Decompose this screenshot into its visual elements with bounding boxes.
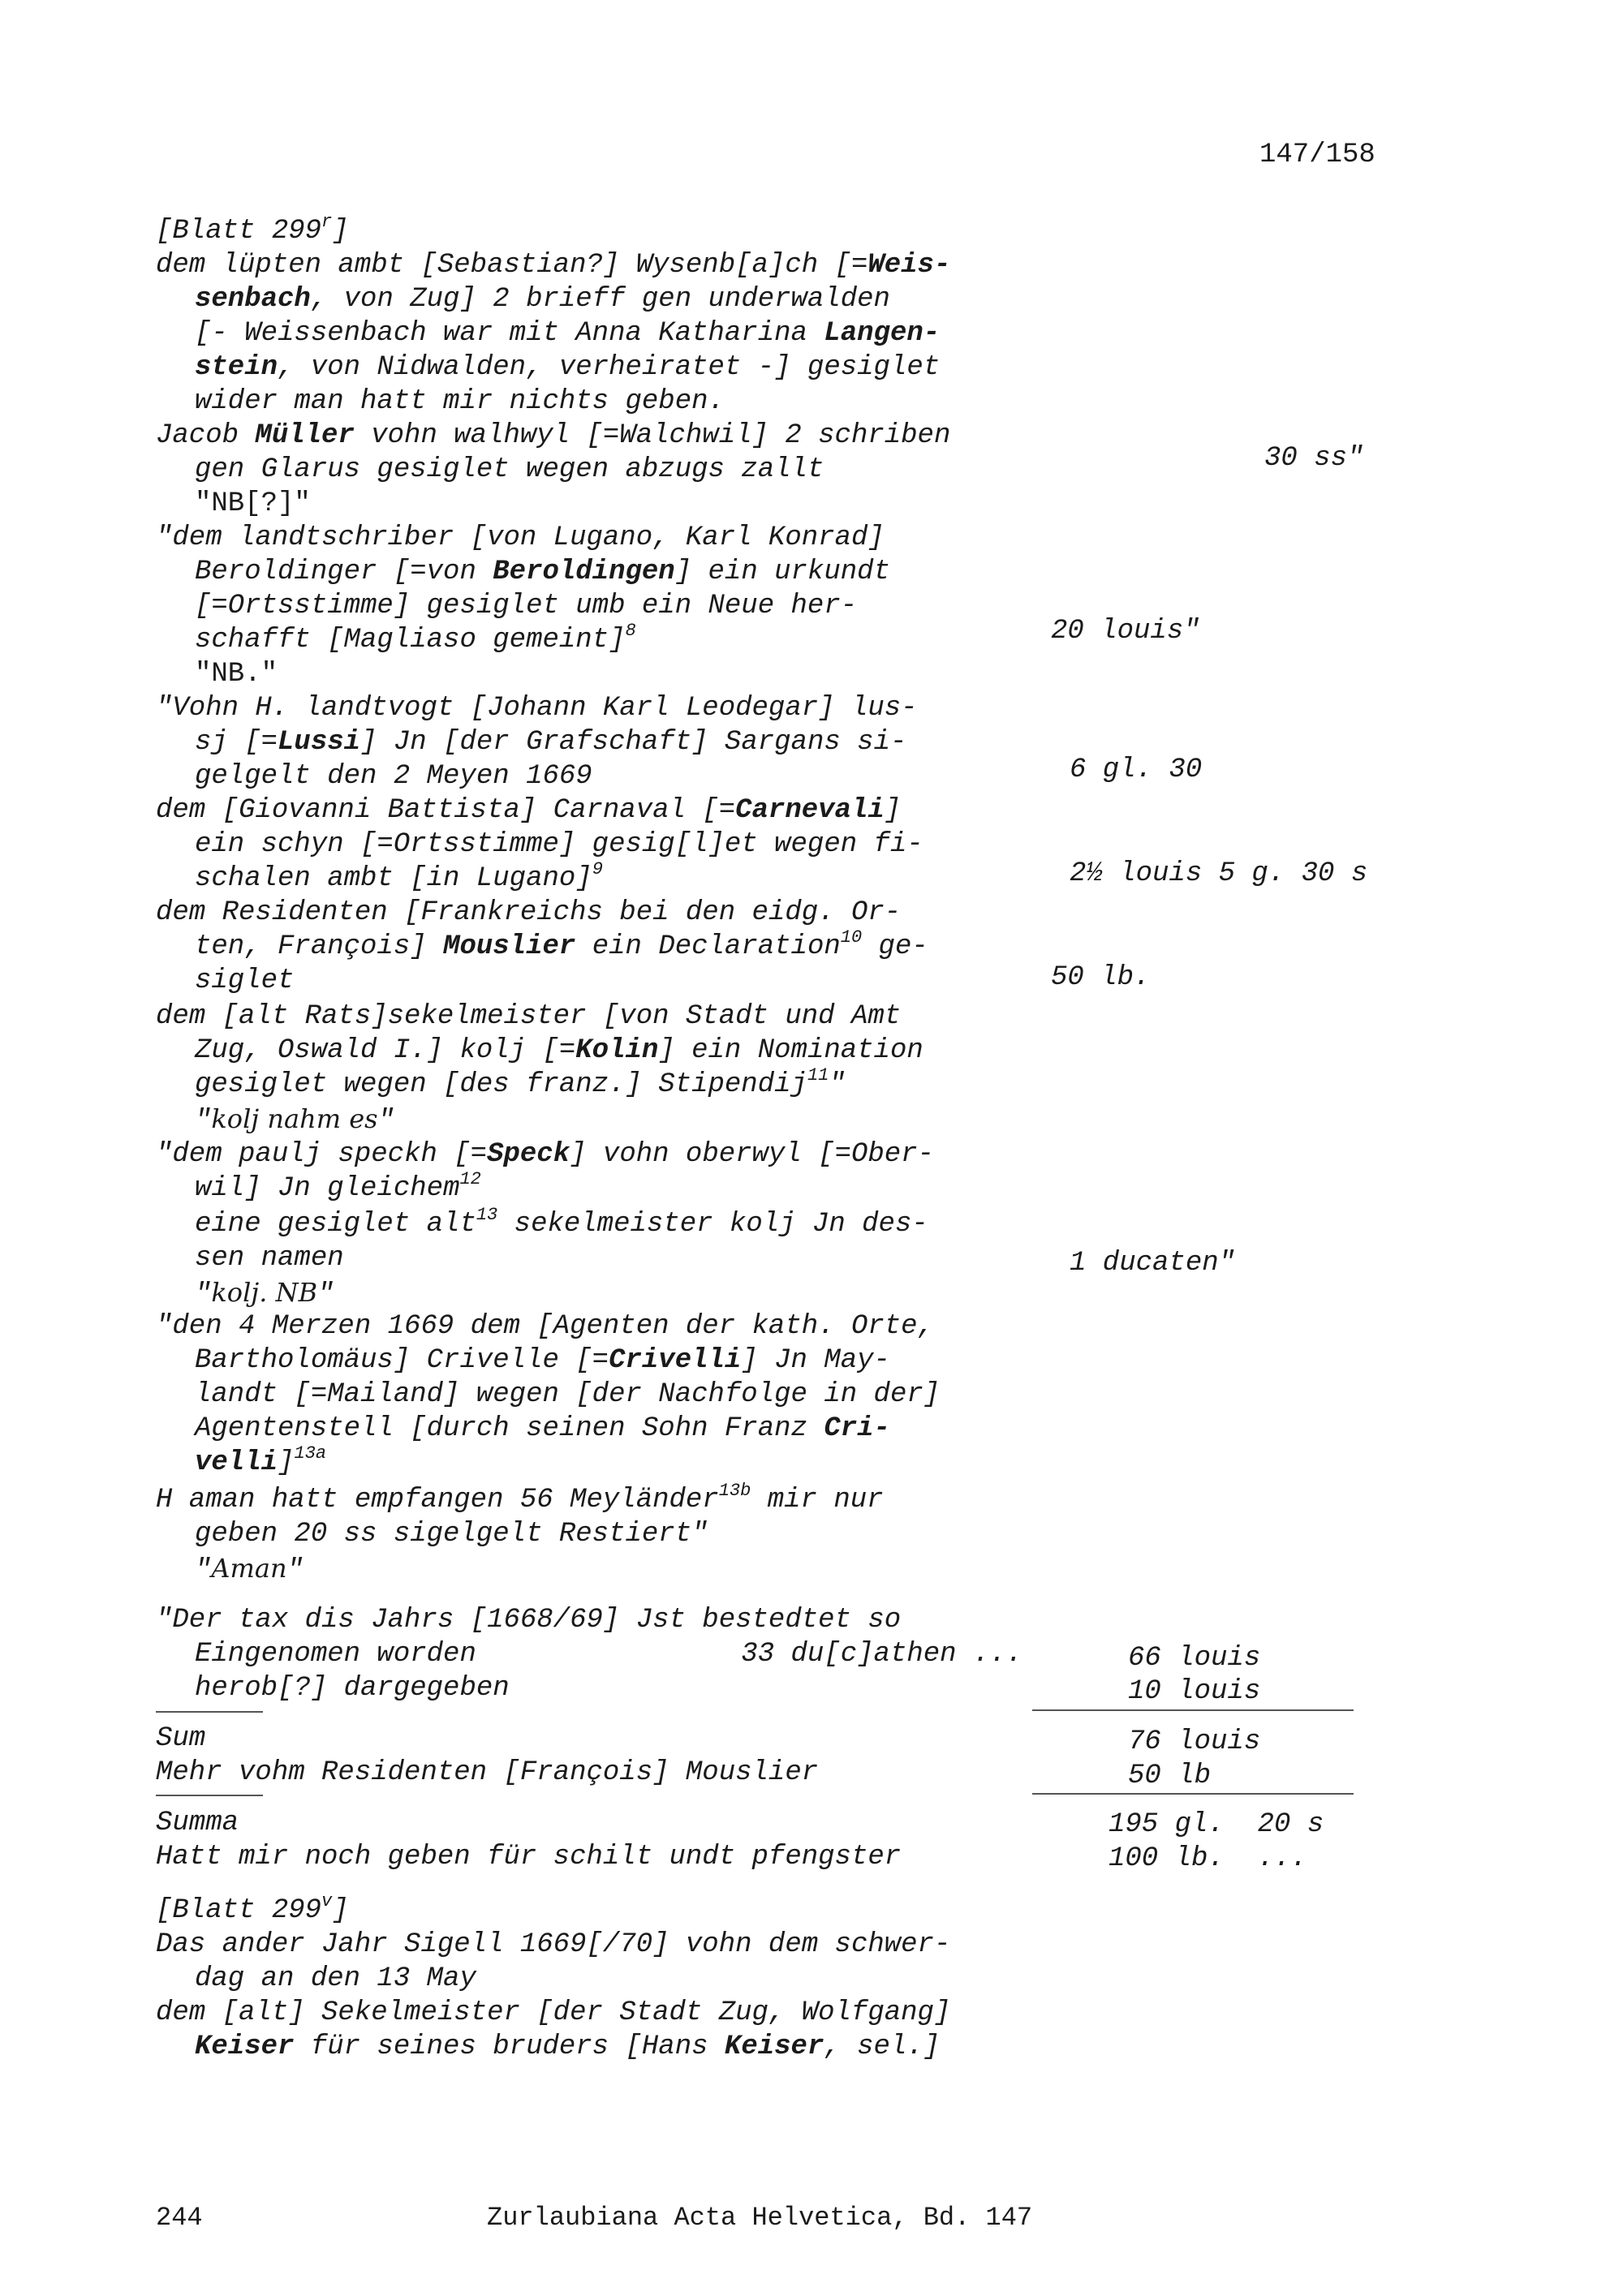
amount: 20 louis" [1051, 616, 1200, 647]
text-line [156, 1483, 884, 1517]
bold-name: Keiser [195, 2032, 295, 2062]
text-line [156, 521, 885, 555]
text-line [195, 725, 906, 759]
text-line [156, 1806, 239, 1840]
text-run: dem [Giovanni Battista] Carnaval [= [156, 795, 736, 826]
bold-name: Crivelli [609, 1345, 742, 1376]
text-line [195, 657, 278, 691]
sum-rule-short [156, 1795, 263, 1796]
text-run: [Blatt 299 [156, 216, 322, 247]
amount: 2½ louis 5 g. 30 s [1070, 858, 1368, 889]
text-run: , von Zug] 2 brieff gen underwalden [310, 284, 890, 315]
text-line [195, 759, 592, 793]
text-line [195, 1443, 327, 1480]
sum-rule [1032, 1709, 1354, 1711]
text-line [195, 282, 890, 316]
text-line [195, 964, 294, 998]
text-line [195, 1241, 344, 1275]
text-line [195, 1412, 890, 1446]
text-line [195, 1169, 481, 1206]
text-line [156, 691, 918, 725]
footnote-marker: v [321, 1891, 333, 1911]
text-run: eine gesiglet alt [195, 1209, 476, 1240]
text-run: Sum [156, 1723, 206, 1754]
bold-name: senbach [195, 284, 311, 315]
text-line [195, 1065, 846, 1102]
text-line [195, 1551, 304, 1588]
text-run: " [377, 1106, 394, 1137]
text-run: " [195, 1106, 212, 1137]
text-line [156, 1309, 934, 1344]
handwritten-note: Aman [211, 1553, 287, 1584]
footnote-marker: 11 [807, 1065, 829, 1086]
text-line [195, 1034, 923, 1068]
text-run: [=Ortsstimme] gesiglet umb ein Neue her- [195, 591, 858, 621]
text-run: dem [alt] Sekelmeister [der Stadt Zug, Wolfgang] [156, 1997, 951, 2028]
text-run: gelgelt den 2 Meyen 1669 [195, 761, 592, 792]
amount: 76 louis [1128, 1726, 1261, 1757]
text-run: , von Nidwalden, verheiratet -] gesiglet [278, 352, 941, 383]
amount: 1 ducaten" [1070, 1248, 1236, 1279]
text-run: ein Declaration [575, 931, 841, 962]
bold-name: Cri- [824, 1413, 890, 1444]
text-run: dem lüpten ambt [Sebastian?] Wysenb[a]ch [= [156, 250, 868, 281]
text-run: landt [=Mailand] wegen [der Nachfolge in der] [195, 1379, 941, 1410]
text-line [195, 589, 857, 623]
footnote-marker: 13b [718, 1481, 751, 1501]
footnote-marker: 9 [592, 859, 603, 879]
text-run: "Vohn H. landtvogt [Johann Karl Leodegar] lus- [156, 693, 918, 724]
bold-name: Langen- [824, 318, 941, 349]
text-run: ] vohn oberwyl [=Ober- [570, 1139, 934, 1170]
text-line [195, 828, 923, 862]
text-line [156, 214, 349, 248]
footnote-marker: 13 [476, 1205, 498, 1225]
text-line [156, 248, 950, 282]
amount: 50 lb. [1051, 962, 1151, 993]
text-line [195, 1517, 708, 1551]
text-run: schalen ambt [in Lugano] [195, 863, 592, 894]
nb-note: "NB." [195, 659, 278, 690]
text-run: sj [= [195, 727, 278, 758]
text-run: [Blatt 299 [156, 1895, 322, 1926]
bold-name: velli [195, 1447, 278, 1478]
text-run: dag an den 13 May [195, 1963, 476, 1994]
text-line [156, 1000, 901, 1034]
text-line [156, 1891, 349, 1928]
text-run: ge- [862, 931, 928, 962]
text-run: Eingenomen worden 33 du[c]athen ... [195, 1639, 1023, 1670]
text-line [156, 793, 901, 828]
text-run: ] [332, 1895, 349, 1926]
bold-name: Keiser [724, 2032, 824, 2062]
text-run: Bartholomäus] Crivelle [= [195, 1345, 609, 1376]
text-run: ] ein Nomination [658, 1035, 923, 1066]
text-run: Mehr vohm Residenten [François] Mouslier [156, 1757, 819, 1788]
text-run: für seines bruders [Hans [294, 2032, 725, 2062]
amount: 66 louis [1128, 1643, 1261, 1674]
amount: 100 lb. ... [1109, 1843, 1307, 1874]
text-run: mir nur [751, 1485, 884, 1516]
text-run: Das ander Jahr Sigell 1669[/70] vohn dem schwer- [156, 1929, 951, 1960]
text-line [156, 419, 950, 453]
text-run: wil] Jn gleichem [195, 1173, 460, 1204]
text-line [195, 1102, 394, 1138]
text-line [156, 1756, 818, 1790]
text-line [195, 1637, 1022, 1671]
text-run: Summa [156, 1808, 239, 1838]
text-run: " [317, 1279, 334, 1310]
text-run: ] [278, 1447, 295, 1478]
text-run: sen namen [195, 1243, 344, 1274]
text-run: schafft [Magliaso gemeint] [195, 625, 626, 656]
text-run: herob[?] dargegeben [195, 1673, 510, 1704]
text-line [195, 1378, 940, 1412]
text-run: ] ein urkundt [674, 557, 890, 587]
text-run: siglet [195, 965, 295, 996]
bold-name: Carnevali [735, 795, 885, 826]
text-run: wider man hatt mir nichts geben. [195, 386, 725, 417]
text-run: "dem landtschriber [von Lugano, Karl Konrad] [156, 522, 885, 553]
handwritten-note: kolj nahm es [211, 1103, 378, 1134]
text-line [195, 350, 940, 385]
text-run: " [195, 1279, 212, 1310]
text-run: ] Jn [der Grafschaft] Sargans si- [360, 727, 907, 758]
text-line [156, 1840, 901, 1874]
text-line [195, 316, 940, 350]
text-run: Jacob [156, 420, 256, 451]
bold-name: Mouslier [443, 931, 576, 962]
text-line [156, 1928, 950, 1962]
page-counter: 147/158 [1259, 140, 1375, 170]
text-run: ] Jn May- [741, 1345, 890, 1376]
footnote-marker: 12 [459, 1169, 481, 1189]
text-run: ein schyn [=Ortsstimme] gesig[l]et wegen fi- [195, 829, 923, 860]
text-line [195, 1962, 476, 1996]
text-line [195, 1207, 928, 1241]
handwritten-note: kolj. NB [211, 1277, 318, 1308]
sum-rule-short [156, 1711, 263, 1713]
text-line [195, 1671, 510, 1705]
text-line [195, 453, 824, 487]
amount: 50 lb [1128, 1761, 1212, 1791]
amount: 30 ss" [1264, 443, 1364, 474]
text-run: dem Residenten [Frankreichs bei den eidg. Or- [156, 897, 902, 928]
footnote-marker: 13a [294, 1443, 327, 1464]
amount: 6 gl. 30 [1070, 755, 1203, 785]
footer-title: Zurlaubiana Acta Helvetica, Bd. 147 [487, 2203, 1033, 2233]
text-run: vohn walhwyl [=Walchwil] 2 schriben [354, 420, 951, 451]
amount: 10 louis [1128, 1676, 1261, 1707]
nb-note: "NB[?]" [195, 488, 311, 519]
bold-name: stein [195, 352, 278, 383]
text-line [195, 623, 636, 657]
text-line [195, 1275, 334, 1312]
text-run: Agentenstell [durch seinen Sohn Franz [195, 1413, 824, 1444]
text-line [156, 1996, 950, 2030]
text-run: , sel.] [824, 2032, 941, 2062]
bold-name: Speck [487, 1139, 570, 1170]
text-line [156, 1137, 934, 1172]
footnote-marker: 10 [840, 927, 863, 948]
amount: 195 gl. 20 s [1109, 1809, 1324, 1840]
text-run: " [286, 1555, 304, 1586]
text-line [156, 1603, 901, 1637]
text-run: gesiglet wegen [des franz.] Stipendij [195, 1069, 807, 1100]
bold-name: Beroldingen [493, 557, 675, 587]
footer-page-number: 244 [156, 2203, 203, 2233]
sum-rule [1032, 1793, 1354, 1795]
text-line [195, 385, 725, 419]
text-run: " [829, 1069, 846, 1100]
text-line [195, 555, 890, 589]
text-line [195, 927, 928, 964]
text-run: "den 4 Merzen 1669 dem [Agenten der kath. Orte, [156, 1311, 934, 1342]
bold-name: Kolin [575, 1035, 659, 1066]
text-run: Beroldinger [=von [195, 557, 493, 587]
bold-name: Lussi [278, 727, 361, 758]
text-run: [- Weissenbach war mit Anna Katharina [195, 318, 824, 349]
bold-name: Weis- [867, 250, 951, 281]
text-line [195, 1344, 890, 1378]
text-line [156, 1722, 205, 1756]
text-run: sekelmeister kolj Jn des- [497, 1209, 928, 1240]
bold-name: Müller [255, 420, 355, 451]
text-run: "dem paulj speckh [= [156, 1139, 488, 1170]
text-run: gen Glarus gesiglet wegen abzugs zallt [195, 454, 824, 485]
text-line [195, 859, 603, 896]
text-run: ] [332, 216, 349, 247]
text-line [195, 487, 311, 521]
text-line [195, 2030, 940, 2064]
text-run: " [195, 1555, 212, 1586]
text-run: ] [884, 795, 902, 826]
footnote-marker: r [321, 212, 333, 232]
text-run: geben 20 ss sigelgelt Restiert" [195, 1519, 708, 1550]
text-run: "Der tax dis Jahrs [1668/69] Jst bestedtet so [156, 1605, 902, 1636]
text-line [156, 896, 901, 930]
text-run: H aman hatt empfangen 56 Meyländer [156, 1485, 719, 1516]
text-run: Zug, Oswald I.] kolj [= [195, 1035, 576, 1066]
footnote-marker: 8 [625, 621, 636, 641]
text-run: Hatt mir noch geben für schilt undt pfengster [156, 1842, 902, 1872]
text-run: ten, François] [195, 931, 444, 962]
text-run: dem [alt Rats]sekelmeister [von Stadt und Amt [156, 1001, 902, 1032]
